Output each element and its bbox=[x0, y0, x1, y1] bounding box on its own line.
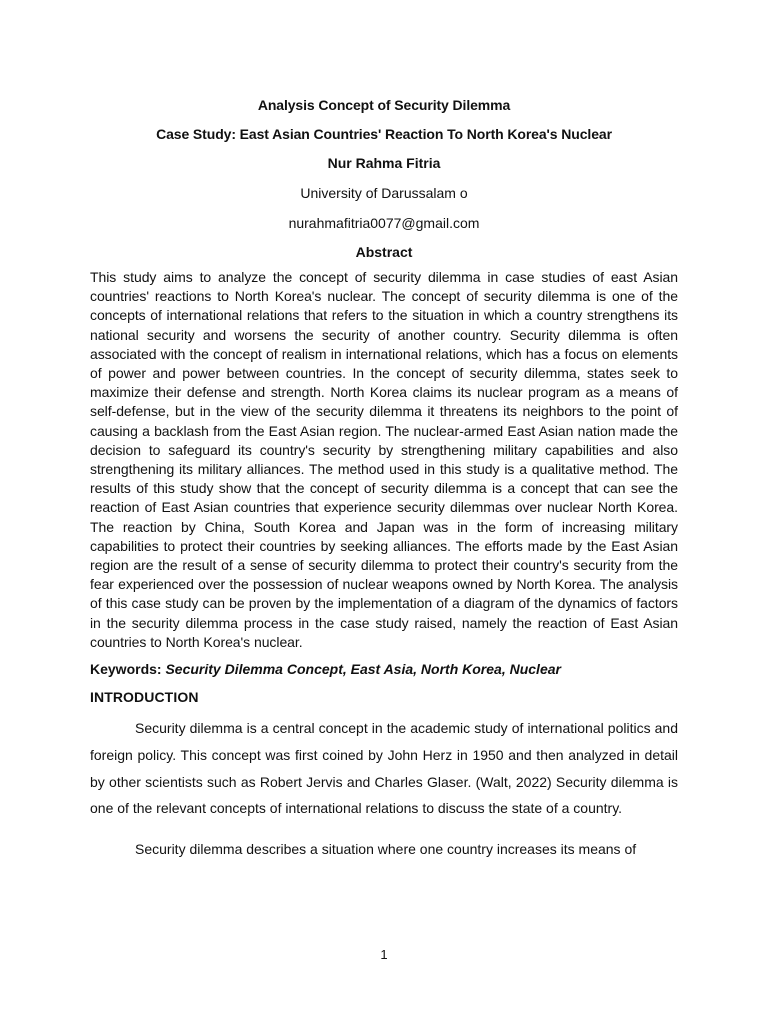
keywords-line bbox=[90, 656, 678, 683]
introduction-paragraph-1: Security dilemma is a central concept in the academic study of international politics and foreign policy. This concept was first coined by John Herz in 1950 and then analyzed in detail by other scientists such as Robert Jervis and Charles Glaser. (Walt, 2022) Security dilemma is one of the relevant concepts of international relations to discuss the state of a country. bbox=[90, 720, 678, 817]
author-name: Nur Rahma Fitria bbox=[327, 155, 441, 171]
keywords-value: Security Dilemma Concept, East Asia, North Korea, Nuclear bbox=[165, 661, 561, 678]
document-page bbox=[90, 91, 678, 863]
abstract-text: This study aims to analyze the concept of security dilemma in case studies of east Asian countries' reactions to North Korea's nuclear. The concept of security dilemma is one of the concepts of international relations that refers to the situation in which a country strengthens its national security and worsens the security of another country. Security dilemma is often associated with the concept of realism in international relations, which has a focus on elements of power and power between countries. In the concept of security dilemma, states seek to maximize their defense and strength. North Korea claims its nuclear program as a means of self-defense, but in the view of the security dilemma it threatens its neighbors to the point of causing a backlash from the East Asian region. The nuclear-armed East Asian nation made the decision to safeguard its country's security by strengthening military capabilities and also strengthening its military alliances. The method used in this study is a qualitative method. The results of this study show that the concept of security dilemma is a concept that can see the reaction of East Asian countries that experience security dilemmas over nuclear North Korea. The reaction by China, South Korea and Japan was in the form of increasing military capabilities to protect their countries by seeking alliances. The efforts made by the East Asian region are the result of a sense of security dilemma to protect their country's security from the fear experienced over the possession of nuclear weapons owned by North Korea. The analysis of this case study can be proven by the implementation of a diagram of the dynamics of factors in the security dilemma process in the case study raised, namely the reaction of East Asian countries to North Korea's nuclear. bbox=[90, 269, 678, 650]
author-email: nurahmafitria0077@gmail.com bbox=[288, 215, 480, 231]
keywords-label: Keywords: bbox=[90, 661, 162, 678]
introduction-heading: INTRODUCTION bbox=[90, 689, 199, 706]
paper-subtitle: Case Study: East Asian Countries' Reaction To North Korea's Nuclear bbox=[156, 126, 612, 142]
introduction-paragraph-2: Security dilemma describes a situation where one country increases its means of bbox=[135, 841, 637, 858]
author-affiliation: University of Darussalam o bbox=[300, 185, 468, 201]
page-number: 1 bbox=[380, 947, 388, 962]
paper-title: Analysis Concept of Security Dilemma bbox=[257, 97, 511, 113]
abstract-heading: Abstract bbox=[355, 244, 413, 260]
